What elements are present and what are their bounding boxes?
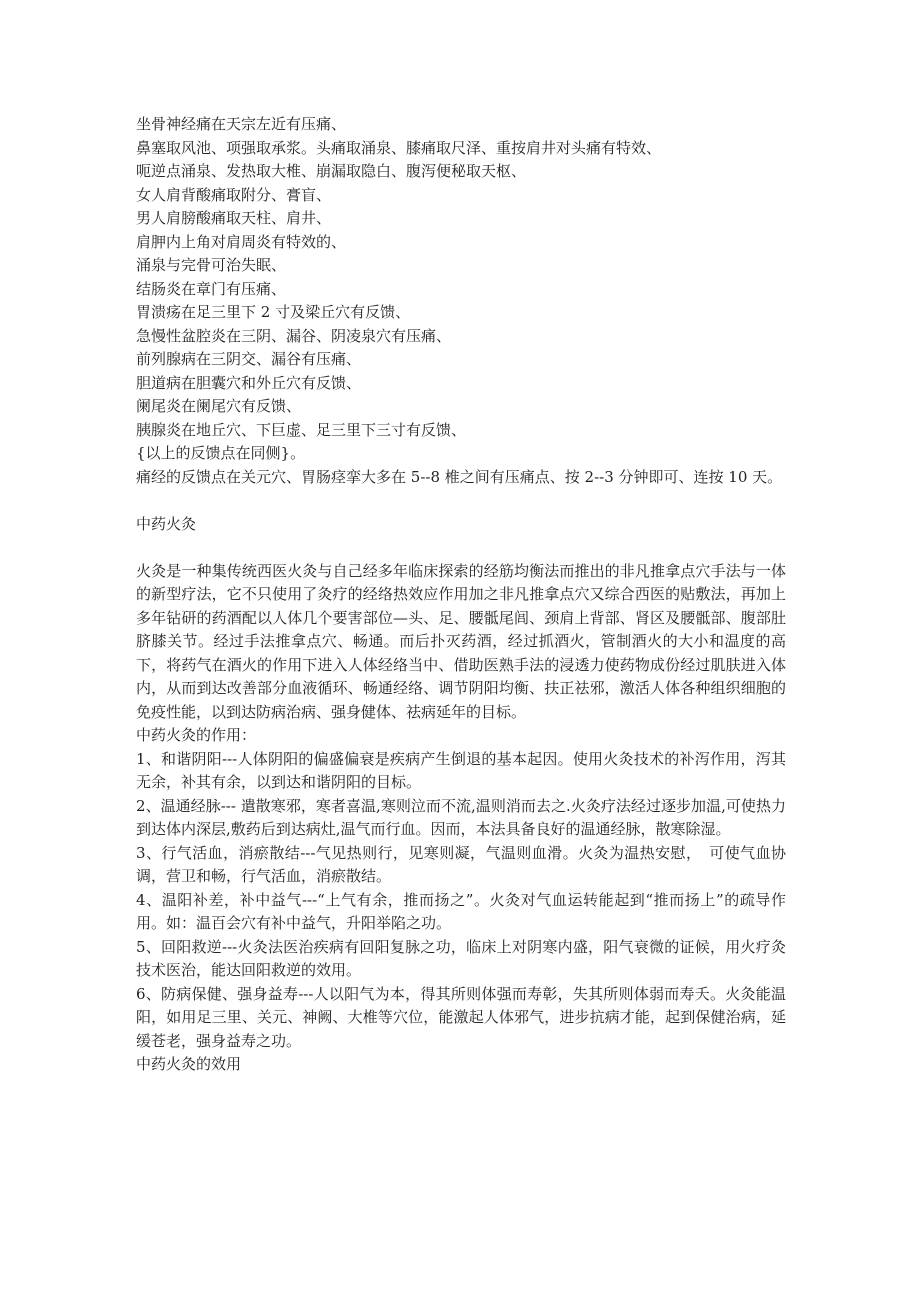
function-item: 1、和谐阴阳---人体阴阳的偏盛偏衰是疾病产生倒退的基本起因。使用火灸技术的补泻作用，泻其无余，补其有余，以到达和谐阴阳的目标。: [136, 749, 786, 791]
function-item: 4、温阳补差，补中益气---“上气有余，推而扬之”。火灸对气血运转能起到“推而扬上”的疏导作用。如：温百会穴有补中益气，升阳举陷之功。: [136, 890, 786, 932]
list-item: 涌泉与完骨可治失眠、: [136, 256, 287, 274]
section-title: 中药火灸: [136, 514, 197, 533]
list-item: 急慢性盆腔炎在三阴、漏谷、阴凌泉穴有压痛、: [136, 326, 452, 345]
list-item: 结肠炎在章门有压痛、: [136, 279, 287, 298]
functions-heading: 中药火灸的作用：: [136, 726, 257, 744]
list-item: {以上的反馈点在同侧}。: [136, 444, 306, 462]
list-item: 坐骨神经痛在天宗左近有压痛、: [136, 115, 347, 133]
list-item: 前列腺病在三阴交、漏谷有压痛、: [136, 350, 362, 368]
function-item: 2、温通经脉--- 遣散寒邪，寒者喜温,寒则泣而不流,温则消而去之.火灸疗法经过逐步加温,可使热力到达体内深层,敷药后到达病灶,温气而行血。因而，本法具备良好的温通经脉，散寒除湿。: [136, 796, 786, 838]
document-page: [136, 113, 786, 1077]
list-item: 胃溃疡在足三里下 2 寸及梁丘穴有反馈、: [136, 303, 411, 321]
list-item: 鼻塞取风池、项强取承浆。头痛取涌泉、膝痛取尺泽、重按肩井对头痛有特效、: [136, 138, 662, 157]
spacer: [136, 489, 786, 513]
list-item: 胰腺炎在地丘穴、下巨虚、足三里下三寸有反馈、: [136, 420, 467, 439]
dysmenorrhea-paragraph: 痛经的反馈点在关元穴、胃肠痉挛大多在 5--8 椎之间有压痛点、按 2--3 分钟即可、连按 10 天。: [136, 467, 783, 486]
function-item: 5、回阳救逆---火灸法医治疾病有回阳复脉之功，临床上对阴寒内盛，阳气衰微的证候，用火疗灸技术医治，能达回阳救逆的效用。: [136, 937, 786, 979]
list-item: 男人肩膀酸痛取天柱、肩井、: [136, 209, 332, 227]
efficacy-heading: 中药火灸的效用: [136, 1055, 242, 1073]
spacer: [136, 536, 786, 560]
list-item: 呃逆点涌泉、发热取大椎、崩漏取隐白、腹泻便秘取天枢、: [136, 162, 527, 180]
list-item: 胆道病在胆囊穴和外丘穴有反馈、: [136, 373, 362, 392]
function-item: 6、防病保健、强身益寿---人以阳气为本，得其所则体强而寿彰，失其所则体弱而寿夭。火灸能温阳，如用足三里、关元、神阙、大椎等穴位，能激起人体邪气，进步抗病才能，起到保健治病，延缓苍老，强身益寿之功。: [136, 984, 786, 1050]
list-item: 女人肩背酸痛取附分、膏盲、: [136, 185, 332, 204]
list-item: 阑尾炎在阑尾穴有反馈、: [136, 397, 302, 415]
intro-paragraph: 火灸是一种集传统西医火灸与自己经多年临床探索的经筋均衡法而推出的非凡推拿点穴手法与一体的新型疗法，它不只使用了灸疗的经络热效应作用加之非凡推拿点穴又综合西医的贴敷法，再加上多年钻研的药酒配以人体几个要害部位—头、足、腰骶尾闾、颈肩上背部、肾区及腰骶部、腹部肚脐膝关节。经过手法推拿点穴、畅通。而后扑灭药酒，经过抓酒火，管制酒火的大小和温度的高下，将药气在酒火的作用下进入人体经络当中、借助医熟手法的浸透力使药物成份经过肌肤进入体内，从而到达改善部分血液循环、畅通经络、调节阴阳均衡、扶正祛邪，激活人体各种组织细胞的免疫性能，以到达防病治病、强身健体、祛病延年的目标。: [136, 561, 786, 721]
function-item: 3、行气活血，消瘀散结---气见热则行，见寒则凝，气温则血滑。火灸为温热安慰， 可使气血协调，营卫和畅，行气活血，消瘀散结。: [136, 843, 786, 885]
list-item: 肩胛内上角对肩周炎有特效的、: [136, 232, 347, 251]
